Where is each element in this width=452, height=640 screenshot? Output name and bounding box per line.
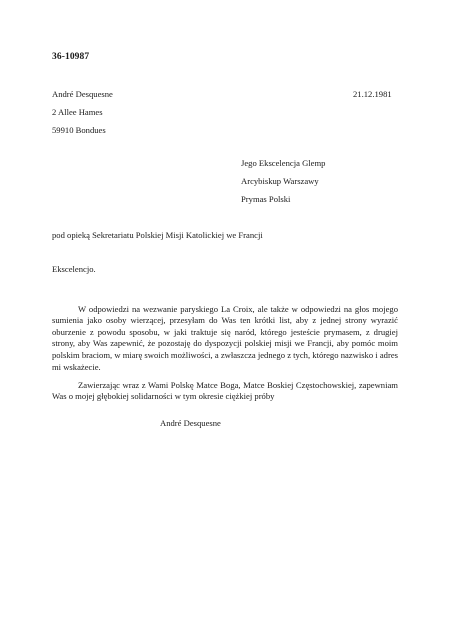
letter-body-paragraph xyxy=(52,295,398,382)
signature-name: André Desquesne xyxy=(160,418,221,428)
document-reference-number: 36-10987 xyxy=(52,52,90,62)
paragraph-text: W odpowiedzi na wezwanie paryskiego La Croix, ale także w odpowiedzi na głos mojego sumienia jako osoby wierzącej, przesyłam do Was ten krótki list, aby z jednej strony wyrazić oburzenie z powodu sposobu, w jaki traktuje się naród, którego jesteście prymasem, z drugiej strony, aby Was zapewnić, że pozostaję do dyspozycji polskiej misji we Francji, aby pomóc moim polskim braciom, w miarę swoich możliwości, a zwłaszcza jednego z tych, którego nazwisko i adres mi wskażecie. xyxy=(52,303,398,372)
delivery-via: pod opieką Sekretariatu Polskiej Misji Katolickiej we Francji xyxy=(52,230,263,240)
sender-city: 59910 Bondues xyxy=(52,125,106,135)
paragraph-text: Zawierzając wraz z Wami Polskę Matce Boga, Matce Boskiej Częstochowskiej, zapewniam Was o mojej głębokiej solidarności w tym okresie ciężkiej próby xyxy=(52,379,398,402)
sender-name: André Desquesne xyxy=(52,89,113,99)
letter-date: 21.12.1981 xyxy=(353,89,392,99)
recipient-office: Prymas Polski xyxy=(241,194,291,204)
recipient-title: Arcybiskup Warszawy xyxy=(241,176,319,186)
letter-body-paragraph xyxy=(52,371,398,411)
salutation: Ekscelencjo. xyxy=(52,264,96,274)
sender-street: 2 Allee Hames xyxy=(52,107,103,117)
recipient-name: Jego Ekscelencja Glemp xyxy=(241,158,326,168)
